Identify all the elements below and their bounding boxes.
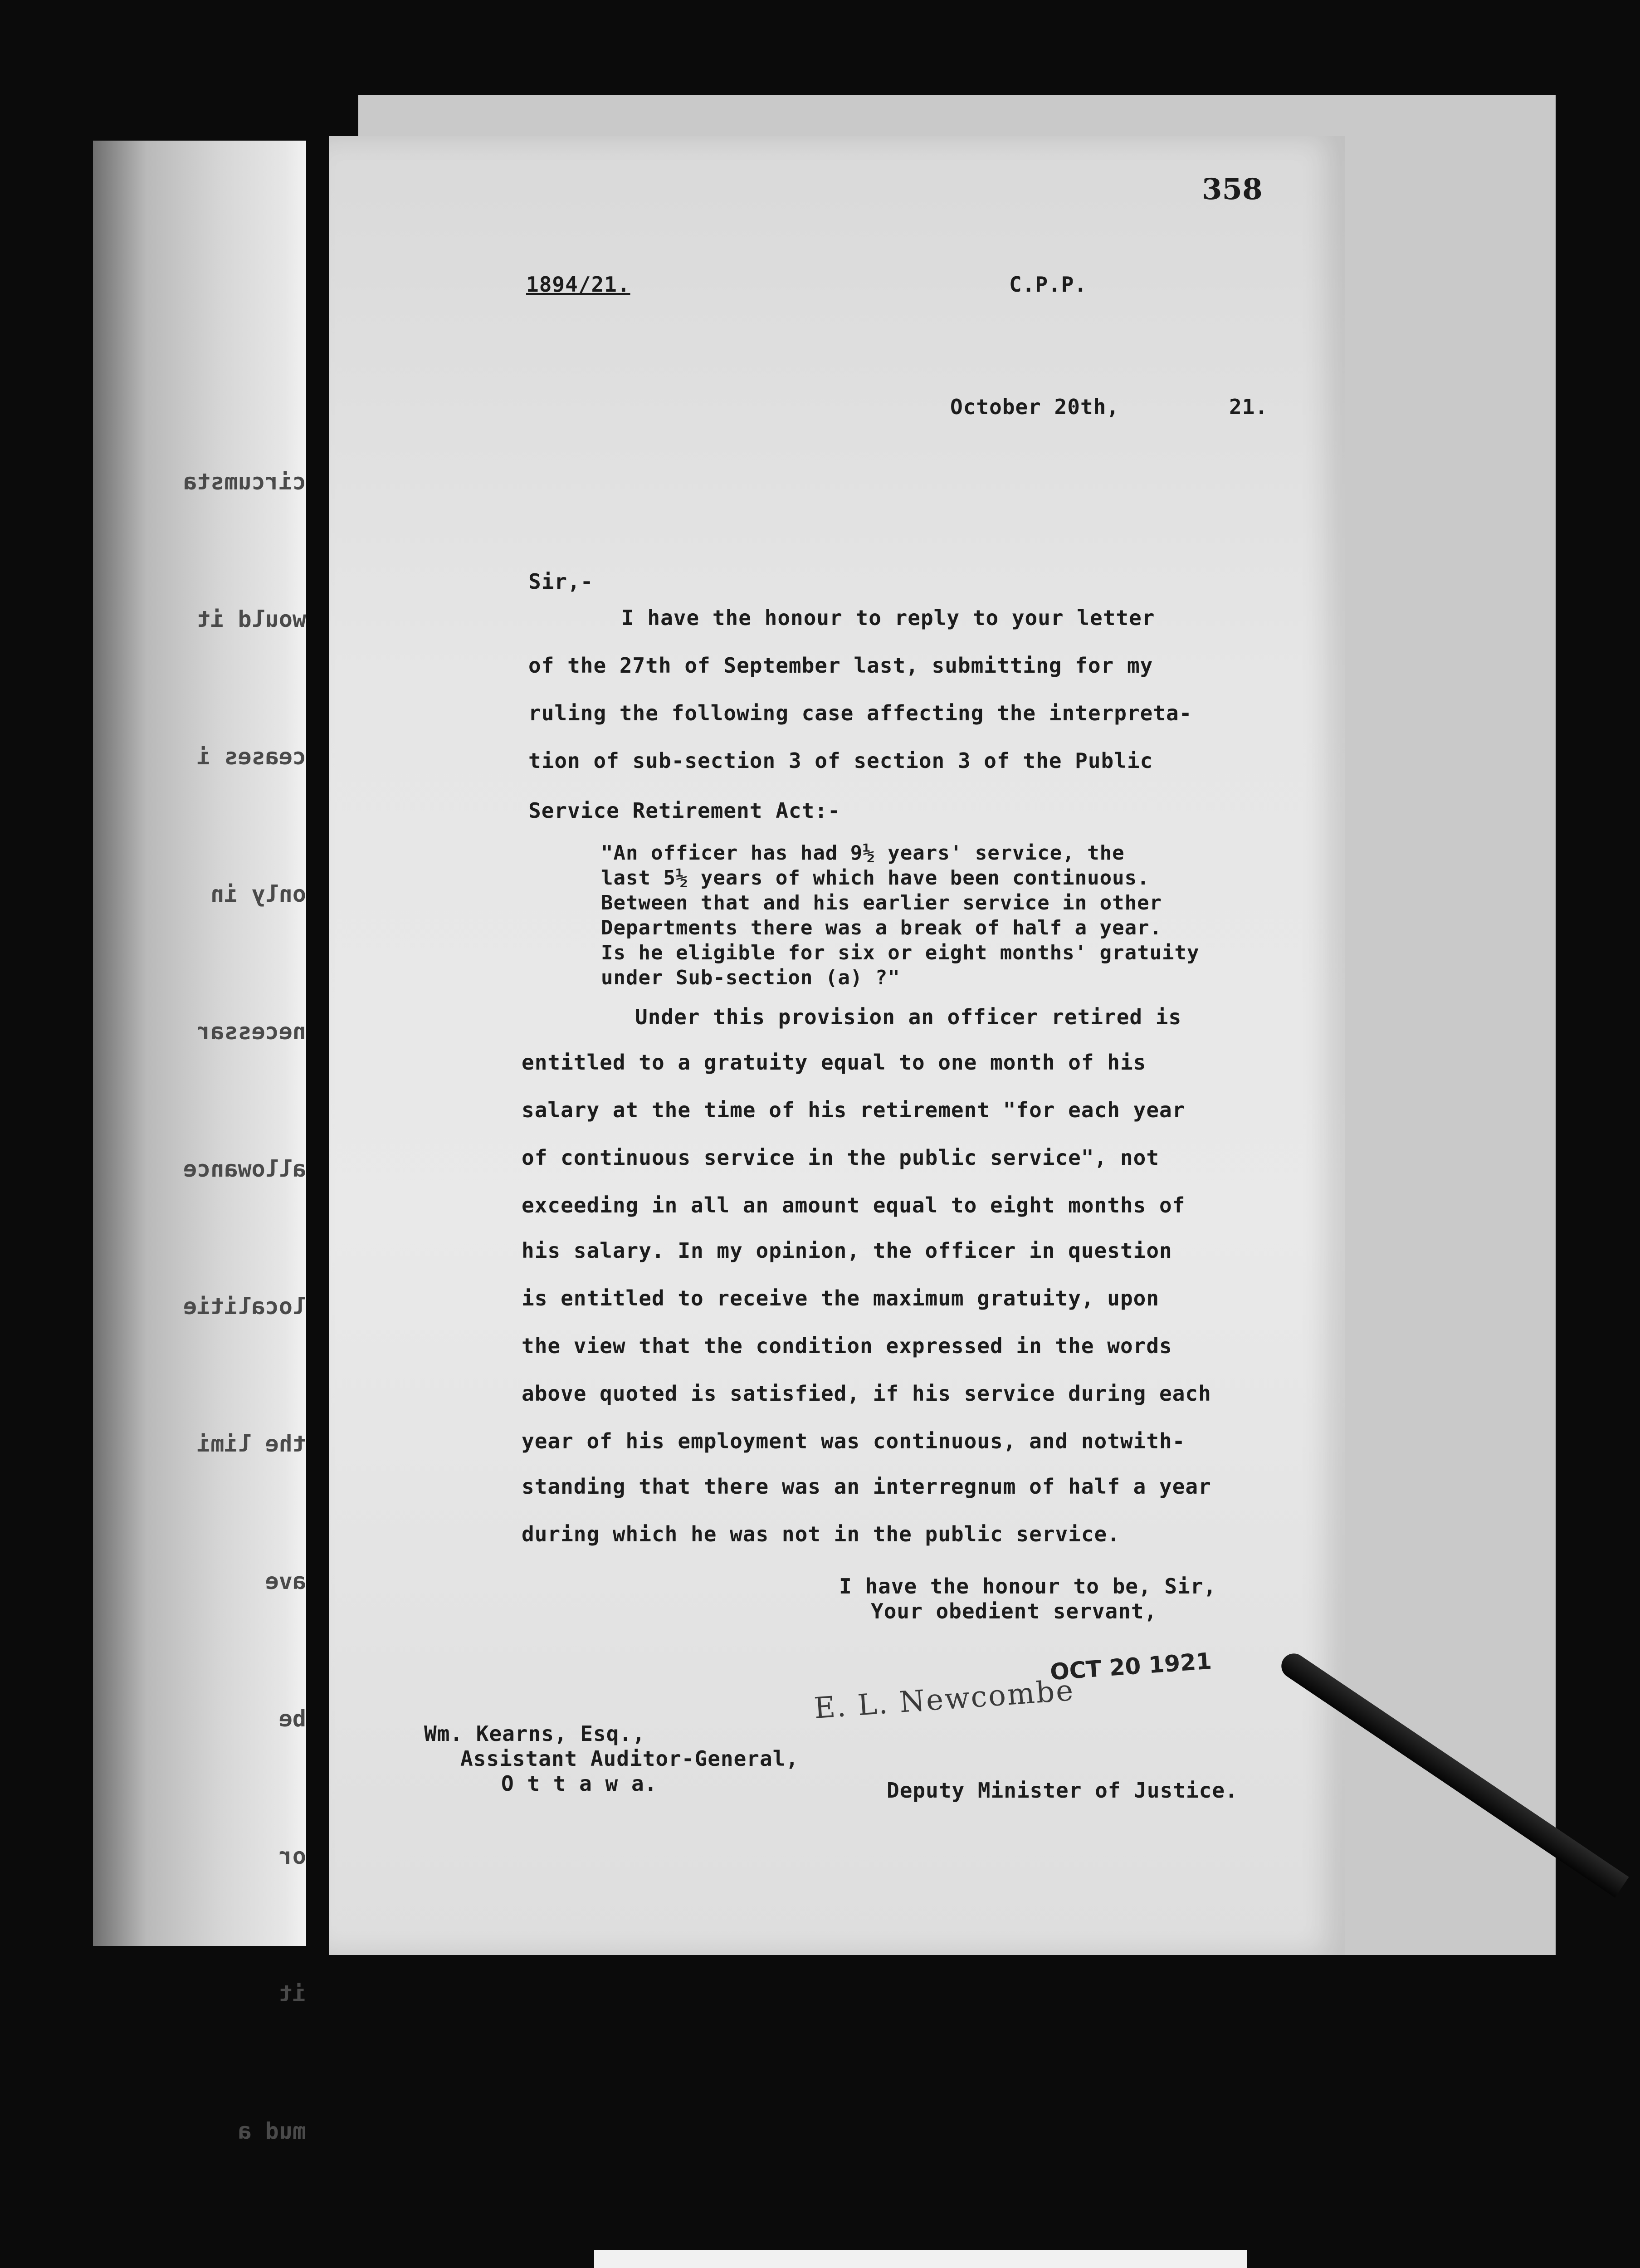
facing-line: ceases i (197, 743, 306, 770)
facing-line: it (278, 1980, 306, 2007)
paragraph-line: standing that there was an interregnum of half a year (522, 1474, 1211, 1499)
quote-line: last 5½ years of which have been continuous. (601, 866, 1150, 890)
facing-line: necessar (197, 1018, 306, 1045)
salutation: Sir,- (528, 569, 594, 594)
paragraph-line: exceeding in all an amount equal to eight months of (522, 1193, 1186, 1217)
archive-reference-label (594, 2250, 1247, 2268)
paragraph-line: Under this provision an officer retired is (635, 1005, 1182, 1029)
page-number: 358 (1202, 172, 1263, 206)
paragraph-line: I have the honour to reply to your letter (621, 606, 1155, 630)
facing-page-text (93, 367, 315, 2268)
facing-line: mud a (238, 2118, 306, 2144)
paragraph-line: is entitled to receive the maximum gratuity, upon (522, 1286, 1160, 1310)
letter-date-year: 21. (1229, 395, 1269, 419)
paragraph-line: entitled to a gratuity equal to one month of his (522, 1050, 1147, 1075)
signature: E. L. Newcombe (813, 1673, 1076, 1725)
paragraph-line: year of his employment was continuous, and notwith- (522, 1429, 1186, 1453)
quote-line: Is he eligible for six or eight months' gratuity (601, 941, 1200, 964)
facing-line: circumsta (183, 469, 306, 495)
facing-line: would it (197, 606, 306, 632)
letter-date: October 20th, (950, 395, 1120, 419)
quote-line: under Sub-section (a) ?" (601, 966, 900, 989)
paragraph-line: ruling the following case affecting the interpreta- (528, 701, 1192, 725)
received-stamp: OCT 20 1921 (1049, 1647, 1213, 1686)
paragraph-line: his salary. In my opinion, the officer in question (522, 1238, 1172, 1263)
facing-line: ave (265, 1568, 306, 1594)
paragraph-line: of continuous service in the public service", not (522, 1145, 1160, 1170)
paragraph-line: salary at the time of his retirement "for each year (522, 1098, 1186, 1122)
addressee-line: Wm. Kearns, Esq., (424, 1721, 645, 1746)
closing-line: I have the honour to be, Sir, (839, 1574, 1217, 1598)
quote-line: "An officer has had 9½ years' service, the (601, 841, 1125, 865)
letter-page (329, 136, 1345, 1955)
paragraph-line: of the 27th of September last, submitting for my (528, 653, 1153, 678)
facing-line: be (278, 1706, 306, 1732)
facing-line: only in (210, 881, 306, 907)
closing-line: Your obedient servant, (871, 1599, 1157, 1623)
addressee-line: Assistant Auditor-General, (460, 1746, 799, 1771)
facing-line: localitie (183, 1293, 306, 1320)
facing-line: or (278, 1843, 306, 1869)
paragraph-line: the view that the condition expressed in the words (522, 1334, 1172, 1358)
paragraph-line: Service Retirement Act:- (528, 798, 841, 823)
facing-line: allowance (183, 1156, 306, 1182)
facing-line: the limi (197, 1431, 306, 1457)
file-number: 1894/21. (526, 272, 630, 297)
paragraph-line: during which he was not in the public service. (522, 1522, 1120, 1546)
initials: C.P.P. (1009, 272, 1088, 297)
paragraph-line: tion of sub-section 3 of section 3 of the Public (528, 748, 1153, 773)
facing-page (93, 141, 306, 2144)
addressee-line: O t t a w a. (501, 1771, 658, 1796)
facing-line (93, 2246, 306, 2268)
signer-title: Deputy Minister of Justice. (887, 1778, 1238, 1803)
paragraph-line: above quoted is satisfied, if his service during each (522, 1381, 1211, 1406)
quote-line: Between that and his earlier service in other (601, 891, 1162, 914)
quote-line: Departments there was a break of half a year. (601, 916, 1162, 939)
